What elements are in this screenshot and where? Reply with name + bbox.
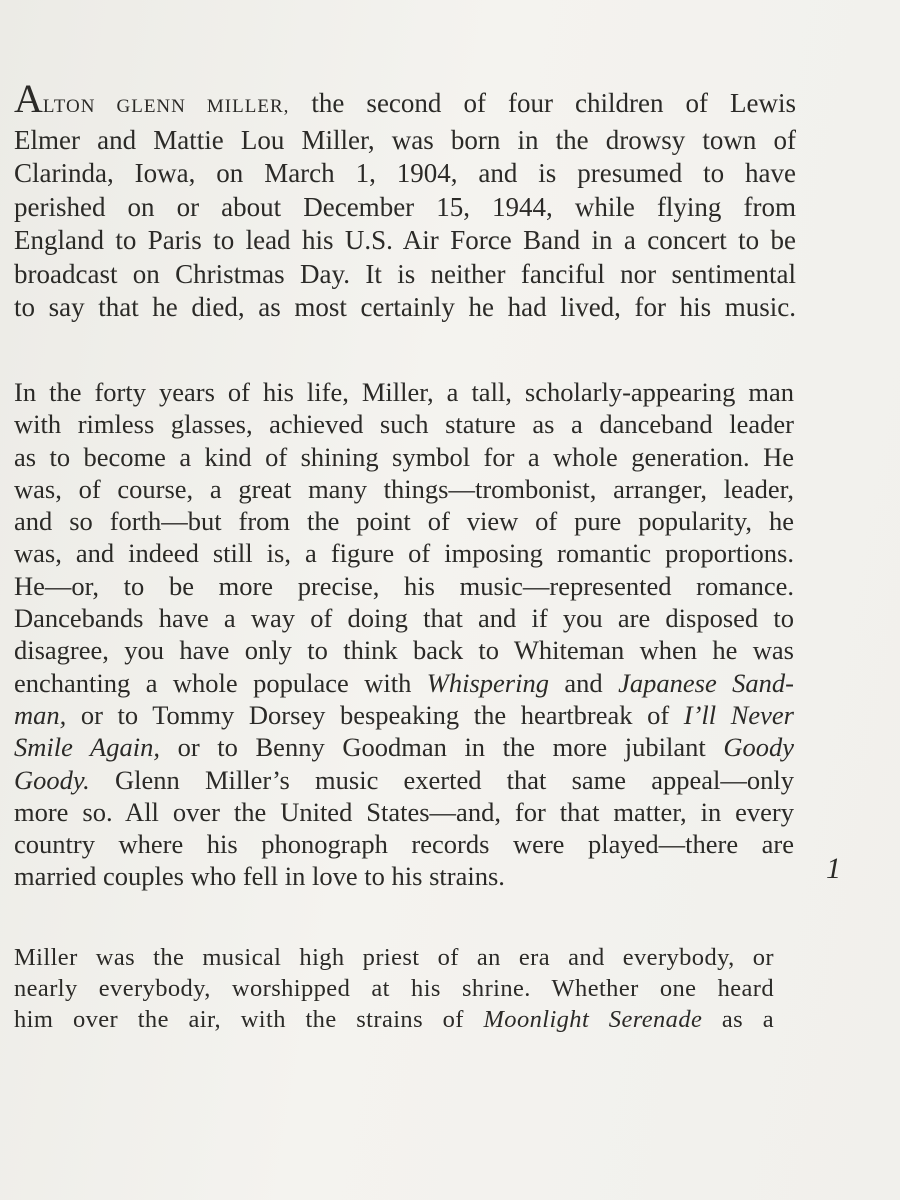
paragraph-2 bbox=[14, 376, 794, 893]
paragraph-2-line-7: He—or, to be more precise, his music—represented romance. bbox=[14, 570, 794, 601]
page-number: 1 bbox=[826, 852, 841, 885]
paragraph-1-line-7: to say that he died, as most certainly he had lived, for his music. bbox=[14, 292, 796, 322]
paragraph-2-line-1: In the forty years of his life, Miller, a tall, scholarly-appearing man bbox=[14, 377, 794, 407]
paragraph-1-line-2: Elmer and Mattie Lou Miller, was born in the drowsy town of bbox=[14, 124, 796, 155]
paragraph-2-line-4: was, of course, a great many things—trombonist, arranger, leader, bbox=[14, 473, 794, 504]
paragraph-1-line-3: Clarinda, Iowa, on March 1, 1904, and is presumed to have bbox=[14, 158, 796, 188]
song-title-moonlight-serenade: Moonlight Serenade bbox=[483, 1006, 703, 1033]
song-title-goody-cont: Goody. bbox=[14, 764, 90, 795]
song-title-smile-again: Smile Again, bbox=[14, 732, 160, 763]
song-title-ill-never: I’ll Never bbox=[683, 699, 794, 730]
paragraph-2-line-3: as to become a kind of shining symbol for a whole generation. He bbox=[14, 441, 794, 472]
song-title-japanese-sandman-cont: man, bbox=[14, 699, 67, 730]
paragraph-2-line-9: disagree, you have only to think back to Whiteman when he was bbox=[14, 635, 794, 666]
paragraph-1-line-5: England to Paris to lead his U.S. Air Force Band in a concert to be bbox=[14, 225, 796, 255]
paragraph-2-line-10: enchanting a whole populace with Whispering and Japanese Sand- bbox=[14, 667, 794, 698]
drop-cap: A bbox=[14, 76, 43, 121]
paragraph-3-line-1: Miller was the musical high priest of an era and everybody, or bbox=[14, 944, 774, 971]
opening-smallcaps: LTON GLENN MILLER, bbox=[42, 96, 290, 117]
paragraph-3-line-2: nearly everybody, worshipped at his shrine. Whether one heard bbox=[14, 975, 774, 1002]
paragraph-1-line-6: broadcast on Christmas Day. It is neither fanciful nor sentimental bbox=[14, 258, 796, 289]
paragraph-2-line-15: country where his phonograph records were played—there are bbox=[14, 829, 794, 860]
paragraph-2-line-16: married couples who fell in love to his strains. bbox=[14, 861, 505, 892]
paragraph-2-line-11: man, or to Tommy Dorsey bespeaking the heartbreak of I’ll Never bbox=[14, 699, 794, 730]
paragraph-2-line-5: and so forth—but from the point of view of pure popularity, he bbox=[14, 506, 794, 537]
song-title-whispering: Whispering bbox=[426, 667, 549, 698]
paragraph-2-line-8: Dancebands have a way of doing that and if you are disposed to bbox=[14, 603, 794, 634]
paragraph-2-line-13: Goody. Glenn Miller’s music exerted that same appeal—only bbox=[14, 764, 794, 795]
song-title-goody: Goody bbox=[723, 732, 794, 763]
paragraph-2-line-6: was, and indeed still is, a figure of imposing romantic proportions. bbox=[14, 538, 794, 569]
paragraph-3-line-3: him over the air, with the strains of Moonlight Serenade as a bbox=[14, 1006, 774, 1033]
paragraph-1-line-1: ALTON GLENN MILLER, the second of four children of Lewis bbox=[14, 76, 797, 121]
song-title-japanese-sandman: Japanese Sand- bbox=[618, 667, 794, 698]
paragraph-1-line-4: perished on or about December 15, 1944, while flying from bbox=[14, 191, 796, 222]
paragraph-2-line-12: Smile Again, or to Benny Goodman in the more jubilant Goody bbox=[14, 732, 794, 763]
paragraph-2-line-2: with rimless glasses, achieved such stature as a danceband leader bbox=[14, 409, 794, 440]
paragraph-3 bbox=[14, 942, 774, 1035]
paragraph-1 bbox=[14, 76, 797, 325]
paragraph-2-line-14: more so. All over the United States—and, for that matter, in every bbox=[14, 796, 794, 827]
